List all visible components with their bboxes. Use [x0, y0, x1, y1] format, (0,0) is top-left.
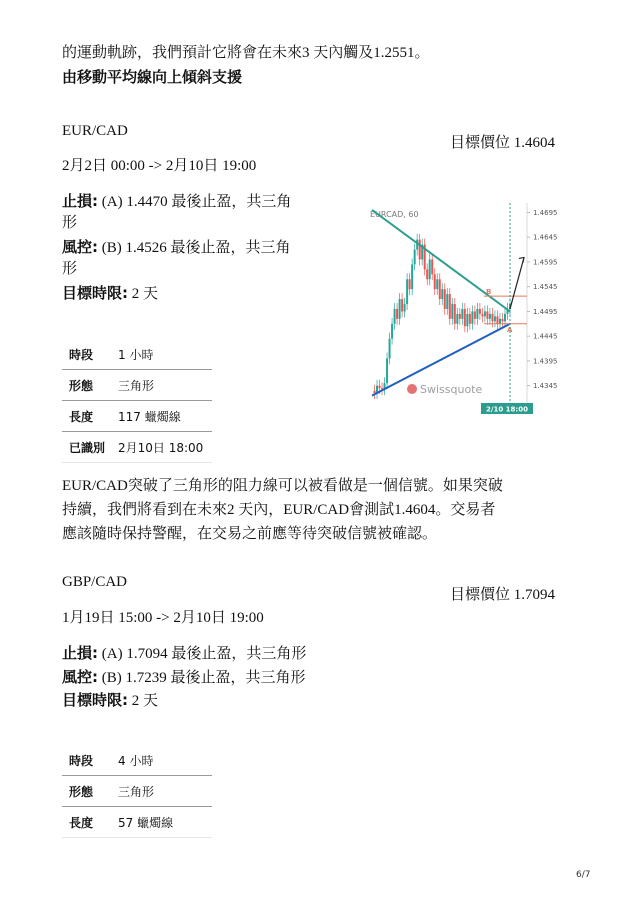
candle-body — [449, 294, 451, 319]
candle-body — [499, 319, 501, 324]
candle-body — [389, 339, 391, 359]
table-key: 形態 — [69, 784, 94, 799]
target-horizon-label: 目標時限: — [62, 284, 128, 302]
candle-body — [414, 250, 416, 265]
candle-body — [439, 279, 441, 299]
candle-body — [484, 311, 486, 316]
target-price-gbpcad: 目標價位 1.7094 — [450, 587, 556, 603]
stop-loss-wrap: 形 — [62, 215, 78, 231]
analysis-line-2: 持續，我們將看到在未來2 天內，EUR/CAD會測試1.4604。交易者 — [62, 502, 496, 518]
candle-body — [466, 314, 468, 326]
table-row — [62, 807, 212, 838]
pair-title-eurcad: EUR/CAD — [62, 123, 128, 139]
candle-body — [456, 314, 458, 324]
candle-body — [436, 279, 438, 289]
risk-control-label: 風控: — [62, 668, 98, 686]
candle-body — [489, 314, 491, 319]
risk-control-value: (B) 1.7239 最後止盈，共三角形 — [98, 670, 306, 686]
y-tick-label: 1.4545 — [533, 283, 558, 292]
table-value: 4 小時 — [118, 753, 154, 768]
candle-body — [386, 358, 388, 383]
risk-control-eurcad — [62, 236, 291, 259]
stop-loss-value: (A) 1.7094 最後止盈，共三角形 — [98, 646, 307, 662]
candle-body — [394, 309, 396, 324]
table-row — [62, 776, 212, 807]
target-horizon-label: 目標時限: — [62, 691, 128, 709]
y-tick-label: 1.4445 — [533, 332, 558, 341]
candle-body — [486, 311, 488, 318]
candle-body — [409, 279, 411, 289]
candle-body — [494, 316, 496, 321]
table-key: 長度 — [69, 815, 94, 830]
candle-body — [396, 309, 398, 319]
y-tick-label: 1.4595 — [533, 258, 558, 267]
candle-body — [491, 314, 493, 321]
target-horizon-value: 2 天 — [128, 286, 159, 302]
candle-body — [469, 314, 471, 324]
candle-body — [444, 289, 446, 309]
candle-body — [461, 309, 463, 319]
candle-body — [476, 309, 478, 319]
chart-title: EURCAD, 60 — [370, 210, 419, 219]
stop-loss-label: 止損: — [62, 192, 98, 210]
risk-control-label: 風控: — [62, 238, 98, 256]
intro-line: 的運動軌跡，我們預計它將會在未來3 天內觸及1.2551。 — [62, 45, 430, 61]
candle-body — [496, 316, 498, 323]
candle-body — [404, 304, 406, 311]
time-marker-label: 2/10 18:00 — [486, 405, 528, 414]
stop-loss-gbpcad — [62, 642, 306, 665]
risk-control-value: (B) 1.4526 最後止盈，共三角 — [98, 240, 291, 256]
watermark-text: Swissquote — [420, 383, 483, 396]
candle-body — [431, 259, 433, 274]
table-key: 已識別 — [69, 440, 106, 455]
candle-body — [379, 386, 381, 388]
target-horizon-eurcad — [62, 282, 158, 305]
candle-body — [474, 311, 476, 318]
stop-loss-label: 止損: — [62, 644, 98, 662]
info-table-gbpcad — [62, 745, 212, 838]
candle-body — [391, 324, 393, 339]
target-horizon-value: 2 天 — [128, 693, 159, 709]
candle-body — [504, 314, 506, 321]
info-table-eurcad — [62, 339, 212, 463]
candle-body — [479, 309, 481, 314]
candle-body — [464, 309, 466, 326]
level-b-label: B — [486, 288, 492, 297]
table-value: 2月10日 18:00 — [118, 440, 204, 455]
table-value: 1 小時 — [118, 347, 154, 362]
table-value: 三角形 — [118, 378, 155, 393]
time-range-eurcad: 2月2日 00:00 -> 2月10日 19:00 — [62, 158, 257, 174]
analysis-line-1: EUR/CAD突破了三角形的阻力線可以被看做是一個信號。如果突破 — [62, 478, 503, 494]
table-row — [62, 745, 212, 776]
table-key: 時段 — [69, 347, 94, 362]
candle-body — [446, 294, 448, 309]
candle-body — [429, 259, 431, 279]
y-tick-label: 1.4695 — [533, 208, 558, 217]
table-row — [62, 432, 212, 463]
section-heading: 由移動平均線向上傾斜支援 — [62, 68, 243, 86]
table-value: 三角形 — [118, 784, 155, 799]
level-a-label: A — [507, 325, 513, 334]
candle-body — [459, 314, 461, 319]
candle-body — [411, 264, 413, 289]
table-row — [62, 401, 212, 432]
table-value: 117 蠟燭線 — [118, 409, 181, 424]
candle-body — [374, 391, 376, 393]
candle-body — [441, 289, 443, 299]
logo-icon — [407, 384, 417, 394]
candle-body — [471, 311, 473, 323]
candle-body — [501, 319, 503, 321]
target-horizon-gbpcad — [62, 689, 158, 712]
candle-body — [481, 314, 483, 316]
table-key: 形態 — [69, 378, 94, 393]
page-number: 6/7 — [576, 870, 591, 880]
candle-body — [434, 274, 436, 289]
table-key: 時段 — [69, 753, 94, 768]
stop-loss-eurcad — [62, 190, 291, 213]
y-tick-label: 1.4345 — [533, 382, 558, 391]
candle-body — [451, 304, 453, 319]
candle-body — [454, 304, 456, 324]
risk-control-wrap: 形 — [62, 261, 78, 277]
time-range-gbpcad: 1月19日 15:00 -> 2月10日 19:00 — [62, 610, 264, 626]
table-row — [62, 370, 212, 401]
risk-control-gbpcad — [62, 666, 306, 689]
y-tick-label: 1.4495 — [533, 307, 558, 316]
eurcad-chart — [364, 203, 574, 416]
table-row — [62, 339, 212, 370]
table-value: 57 蠟燭線 — [118, 815, 174, 830]
y-tick-label: 1.4395 — [533, 357, 558, 366]
stop-loss-value: (A) 1.4470 最後止盈，共三角 — [98, 194, 292, 210]
target-price-eurcad: 目標價位 1.4604 — [450, 135, 556, 151]
analysis-line-3: 應該隨時保持警醒，在交易之前應等待突破信號被確認。 — [62, 526, 438, 542]
y-tick-label: 1.4645 — [533, 233, 558, 242]
pair-title-gbpcad: GBP/CAD — [62, 574, 128, 590]
candle-body — [406, 279, 408, 304]
candle-body — [419, 240, 421, 260]
candle-body — [401, 299, 403, 311]
table-key: 長度 — [69, 409, 94, 424]
candle-body — [426, 269, 428, 279]
candle-body — [399, 299, 401, 319]
